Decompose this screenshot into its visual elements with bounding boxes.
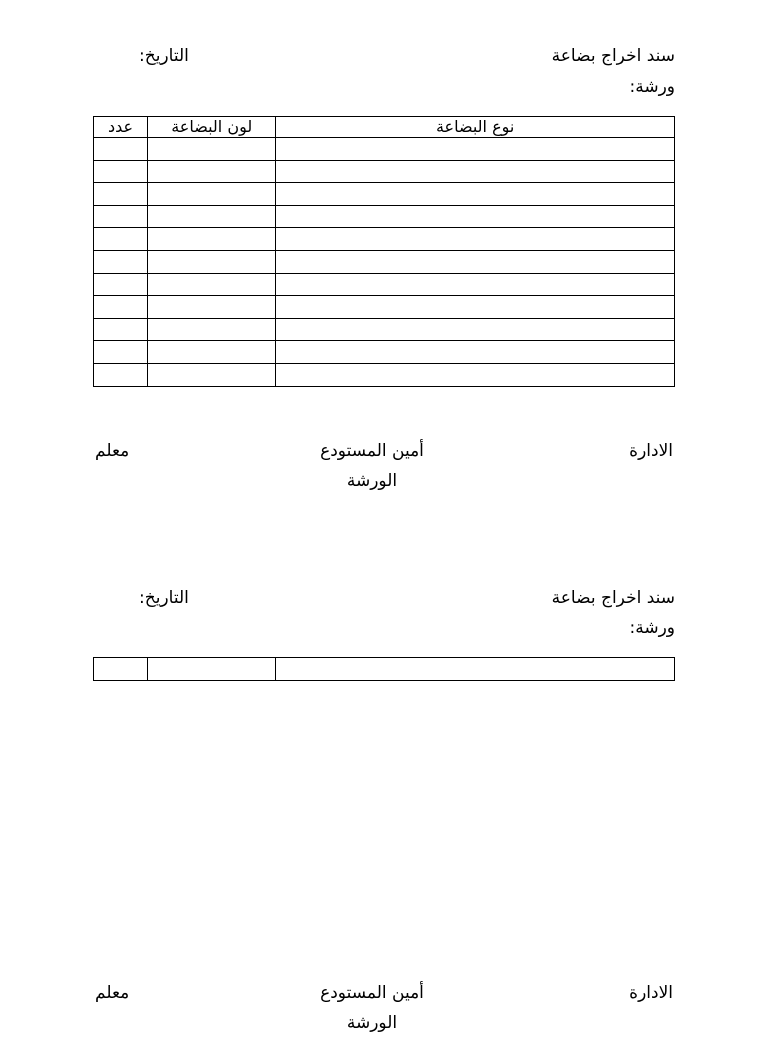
cell-goods-color[interactable] — [148, 183, 276, 206]
cell-goods-color[interactable] — [148, 273, 276, 296]
cell-goods-type[interactable] — [276, 138, 675, 161]
table-row — [94, 341, 675, 364]
table-row — [94, 183, 675, 206]
form1-date-label: التاريخ: — [139, 46, 189, 66]
cell-goods-color[interactable] — [148, 228, 276, 251]
cell-count[interactable] — [94, 205, 148, 228]
form2-date-label: التاريخ: — [139, 588, 189, 608]
cell-goods-type[interactable] — [276, 318, 675, 341]
cell-goods-type[interactable] — [276, 363, 675, 386]
cell-goods-type[interactable] — [276, 341, 675, 364]
cell-goods-color[interactable] — [148, 658, 276, 681]
table-row — [94, 658, 675, 681]
form2-signature-teacher: معلم — [95, 983, 130, 1003]
cell-goods-color[interactable] — [148, 250, 276, 273]
form1-table-body — [94, 138, 675, 387]
table-row — [94, 228, 675, 251]
table-row — [94, 363, 675, 386]
cell-count[interactable] — [94, 160, 148, 183]
form2-title: سند اخراج بضاعة — [551, 588, 675, 608]
form2-workshop-label: ورشة: — [629, 618, 675, 638]
cell-count[interactable] — [94, 183, 148, 206]
header-goods-type: نوع البضاعة — [276, 117, 675, 138]
header-count: عدد — [94, 117, 148, 138]
form2-signature-keeper: أمين المستودع الورشة — [320, 983, 424, 1033]
cell-count[interactable] — [94, 273, 148, 296]
table-row — [94, 250, 675, 273]
form1-signature-teacher: معلم — [95, 441, 130, 461]
form2-signature-admin: الادارة — [629, 983, 673, 1003]
cell-count[interactable] — [94, 363, 148, 386]
cell-goods-color[interactable] — [148, 296, 276, 319]
table-row — [94, 160, 675, 183]
cell-goods-type[interactable] — [276, 658, 675, 681]
cell-goods-type[interactable] — [276, 183, 675, 206]
cell-count[interactable] — [94, 658, 148, 681]
cell-count[interactable] — [94, 341, 148, 364]
table-row — [94, 318, 675, 341]
cell-count[interactable] — [94, 228, 148, 251]
table-header-row — [94, 117, 675, 138]
form2-table-body — [94, 658, 675, 681]
table-row — [94, 273, 675, 296]
form1-signature-admin: الادارة — [629, 441, 673, 461]
cell-goods-type[interactable] — [276, 228, 675, 251]
cell-goods-type[interactable] — [276, 160, 675, 183]
cell-goods-color[interactable] — [148, 205, 276, 228]
cell-goods-type[interactable] — [276, 250, 675, 273]
form1-signature-keeper: أمين المستودع الورشة — [320, 441, 424, 491]
form1-goods-table — [93, 116, 675, 387]
cell-goods-type[interactable] — [276, 273, 675, 296]
table-row — [94, 296, 675, 319]
cell-count[interactable] — [94, 296, 148, 319]
cell-goods-color[interactable] — [148, 160, 276, 183]
cell-goods-color[interactable] — [148, 138, 276, 161]
cell-goods-type[interactable] — [276, 296, 675, 319]
cell-count[interactable] — [94, 250, 148, 273]
cell-count[interactable] — [94, 318, 148, 341]
cell-goods-color[interactable] — [148, 341, 276, 364]
form1-workshop-label: ورشة: — [629, 77, 675, 97]
table-row — [94, 205, 675, 228]
form2-goods-table — [93, 657, 675, 681]
cell-count[interactable] — [94, 138, 148, 161]
table-row — [94, 138, 675, 161]
cell-goods-color[interactable] — [148, 363, 276, 386]
header-goods-color: لون البضاعة — [148, 117, 276, 138]
cell-goods-type[interactable] — [276, 205, 675, 228]
form1-title: سند اخراج بضاعة — [551, 46, 675, 66]
cell-goods-color[interactable] — [148, 318, 276, 341]
